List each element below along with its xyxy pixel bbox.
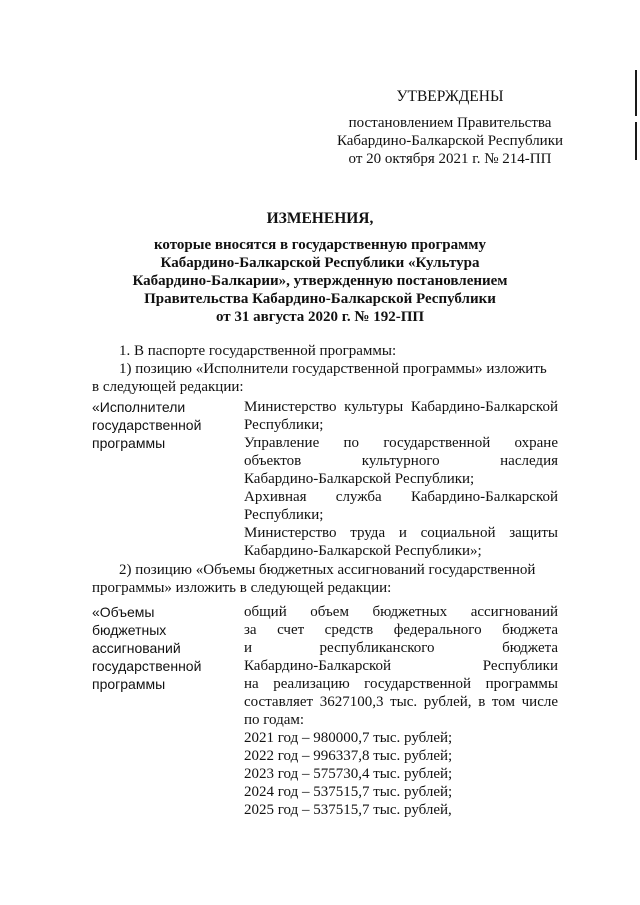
scan-edge-mark-bottom [635, 122, 637, 160]
table-cell-line: 2022 год – 996337,8 тыс. рублей; [244, 748, 453, 764]
budget-label [92, 603, 232, 693]
table-cell-line: «Исполнители [92, 399, 186, 415]
table-cell-line: 2024 год – 537515,7 тыс. рублей; [244, 784, 453, 800]
table-cell-line: Министерство культуры Кабардино-Балкарской [244, 399, 558, 415]
table-cell-line: Кабардино-Балкарской Республики»; [244, 543, 482, 559]
table-cell-line: программы [92, 435, 166, 451]
item-1-line-2: в следующей редакции: [92, 379, 244, 395]
table-cell-line: Министерство труда и социальной защиты [244, 525, 558, 541]
approval-block [300, 88, 600, 168]
item-2-line-2: программы» изложить в следующей редакции: [92, 580, 392, 596]
table-cell-line: по годам: [244, 712, 305, 728]
table-cell-line: Республики; [244, 507, 324, 523]
approval-line: от 20 октября 2021 г. № 214-ПП [348, 151, 552, 167]
table-cell-line: объектов культурного наследия [244, 453, 558, 469]
item-2-line-1: 2) позицию «Объемы бюджетных ассигнований государственной [119, 562, 536, 578]
document-subtitle [100, 236, 540, 326]
executors-label [92, 398, 232, 452]
document-title: ИЗМЕНЕНИЯ, [266, 210, 374, 227]
table-cell-line: общий объем бюджетных ассигнований [244, 604, 558, 620]
table-cell-line: Кабардино-Балкарской Республики [244, 658, 558, 674]
table-cell-line: ассигнований [92, 640, 181, 656]
table-cell-line: бюджетных [92, 622, 167, 638]
table-cell-line: программы [92, 676, 166, 692]
table-cell-line: государственной [92, 658, 202, 674]
item-1-line-1: 1) позицию «Исполнители государственной программы» изложить [119, 361, 547, 377]
subtitle-line: Кабардино-Балкарии», утвержденную постановлением [132, 273, 508, 289]
section-heading: 1. В паспорте государственной программы: [119, 343, 397, 359]
subtitle-line: которые вносятся в государственную программу [153, 237, 487, 253]
budget-value [244, 603, 558, 819]
table-cell-line: Архивная служба Кабардино-Балкарской [244, 489, 558, 505]
scan-edge-mark-top [635, 70, 637, 116]
table-cell-line: Кабардино-Балкарской Республики; [244, 471, 475, 487]
subtitle-line: Правительства Кабардино-Балкарской Республики [144, 291, 496, 307]
table-cell-line: «Объемы [92, 604, 155, 620]
executors-value [244, 398, 558, 560]
table-cell-line: составляет 3627100,3 тыс. рублей, в том числе [244, 694, 558, 710]
table-cell-line: 2023 год – 575730,4 тыс. рублей; [244, 766, 453, 782]
table-cell-line: Управление по государственной охране [244, 435, 558, 451]
table-cell-line: на реализацию государственной программы [244, 676, 558, 692]
approval-line: Кабардино-Балкарской Республики [336, 133, 564, 149]
table-cell-line: государственной [92, 417, 202, 433]
item-2 [92, 561, 560, 597]
table-cell-line: 2021 год – 980000,7 тыс. рублей; [244, 730, 453, 746]
subtitle-line: от 31 августа 2020 г. № 192-ПП [215, 309, 425, 325]
table-cell-line: за счет средств федерального бюджета [244, 622, 558, 638]
table-cell-line: и республиканского бюджета [244, 640, 558, 656]
subtitle-line: Кабардино-Балкарской Республики «Культура [160, 255, 480, 271]
table-cell-line: 2025 год – 537515,7 тыс. рублей, [244, 802, 452, 818]
section-1 [92, 342, 560, 396]
approval-line: постановлением Правительства [348, 115, 552, 131]
table-cell-line: Республики; [244, 417, 324, 433]
approval-heading: УТВЕРЖДЕНЫ [396, 88, 504, 105]
